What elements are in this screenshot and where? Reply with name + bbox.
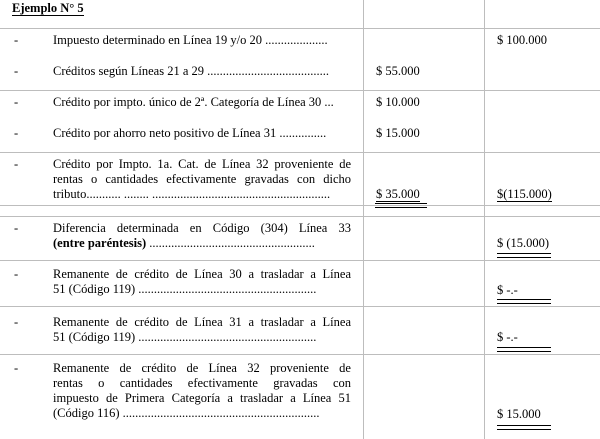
description-line: Remanente de crédito de Línea 32 proveniente de bbox=[53, 361, 351, 375]
row-description bbox=[53, 126, 351, 141]
credit-amount: $ 15.000 bbox=[376, 126, 420, 140]
description-line: Créditos según Líneas 21 a 29 ....................................... bbox=[53, 64, 330, 78]
double-underline bbox=[497, 253, 551, 258]
row-divider bbox=[0, 260, 600, 261]
description-line: 51 (Código 119) ......................................................... bbox=[53, 330, 317, 344]
total-amount-value: $(115.000) bbox=[497, 187, 552, 201]
description-line: (entre paréntesis) ..................................................... bbox=[53, 236, 315, 250]
row-description bbox=[53, 33, 351, 48]
row-divider bbox=[0, 205, 600, 206]
credit-amount: $ 10.000 bbox=[376, 95, 420, 109]
row-bullet: - bbox=[14, 64, 19, 78]
example-title-text: Ejemplo N° 5 bbox=[12, 1, 84, 15]
row-divider bbox=[0, 90, 600, 91]
row-description bbox=[53, 267, 351, 297]
row-divider bbox=[0, 216, 600, 217]
description-line: Impuesto determinado en Línea 19 y/o 20 .................... bbox=[53, 33, 328, 47]
double-underline bbox=[497, 299, 551, 304]
description-line: Crédito por ahorro neto positivo de Línea 31 ............... bbox=[53, 126, 327, 140]
description-line: Diferencia determinada en Código (304) Línea 33 bbox=[53, 221, 351, 235]
credit-amount bbox=[376, 187, 420, 202]
bold-emphasis: (entre paréntesis) bbox=[53, 236, 147, 250]
credit-amount-value: $ 35.000 bbox=[376, 187, 420, 201]
row-bullet: - bbox=[14, 95, 19, 109]
row-bullet: - bbox=[14, 361, 19, 375]
row-divider bbox=[0, 28, 600, 29]
description-line: Remanente de crédito de Línea 31 a trasladar a Línea bbox=[53, 315, 351, 329]
total-amount bbox=[497, 187, 552, 202]
description-line: Crédito por impto. único de 2ª. Categoría de Línea 30 ... bbox=[53, 95, 334, 109]
column-divider-1 bbox=[363, 0, 364, 439]
total-amount: $ -.- bbox=[497, 330, 518, 344]
total-amount: $ (15.000) bbox=[497, 236, 550, 250]
row-bullet: - bbox=[14, 221, 19, 235]
description-line: rentas o cantidades efectivamente gravadas con dicho bbox=[53, 172, 351, 186]
total-amount: $ 15.000 bbox=[497, 407, 541, 421]
row-description bbox=[53, 157, 351, 202]
description-line: Remanente de crédito de Línea 30 a trasladar a Línea bbox=[53, 267, 351, 281]
double-underline bbox=[497, 347, 551, 352]
column-divider-2 bbox=[484, 0, 485, 439]
row-bullet: - bbox=[14, 315, 19, 329]
row-bullet: - bbox=[14, 33, 19, 47]
row-description bbox=[53, 315, 351, 345]
description-line: rentas o cantidades efectivamente gravadas con bbox=[53, 376, 351, 390]
total-amount: $ -.- bbox=[497, 283, 518, 297]
row-bullet: - bbox=[14, 267, 19, 281]
example-title bbox=[12, 1, 84, 16]
description-line: (Código 116) ............................................................... bbox=[53, 406, 320, 420]
row-description bbox=[53, 64, 351, 79]
description-line: impuesto de Primera Categoría a trasladar a Línea 51 bbox=[53, 391, 351, 405]
row-divider bbox=[0, 354, 600, 355]
double-underline bbox=[375, 203, 427, 208]
description-line: Crédito por Impto. 1a. Cat. de Línea 32 proveniente de bbox=[53, 157, 351, 171]
description-line: tributo........... ........ ......................................................... bbox=[53, 187, 331, 201]
row-divider bbox=[0, 152, 600, 153]
row-description bbox=[53, 221, 351, 251]
total-amount: $ 100.000 bbox=[497, 33, 547, 47]
row-description bbox=[53, 361, 351, 421]
row-divider bbox=[0, 306, 600, 307]
credit-amount: $ 55.000 bbox=[376, 64, 420, 78]
description-line: 51 (Código 119) ......................................................... bbox=[53, 282, 317, 296]
row-bullet: - bbox=[14, 157, 19, 171]
row-description bbox=[53, 95, 351, 110]
double-underline bbox=[497, 425, 551, 430]
row-bullet: - bbox=[14, 126, 19, 140]
